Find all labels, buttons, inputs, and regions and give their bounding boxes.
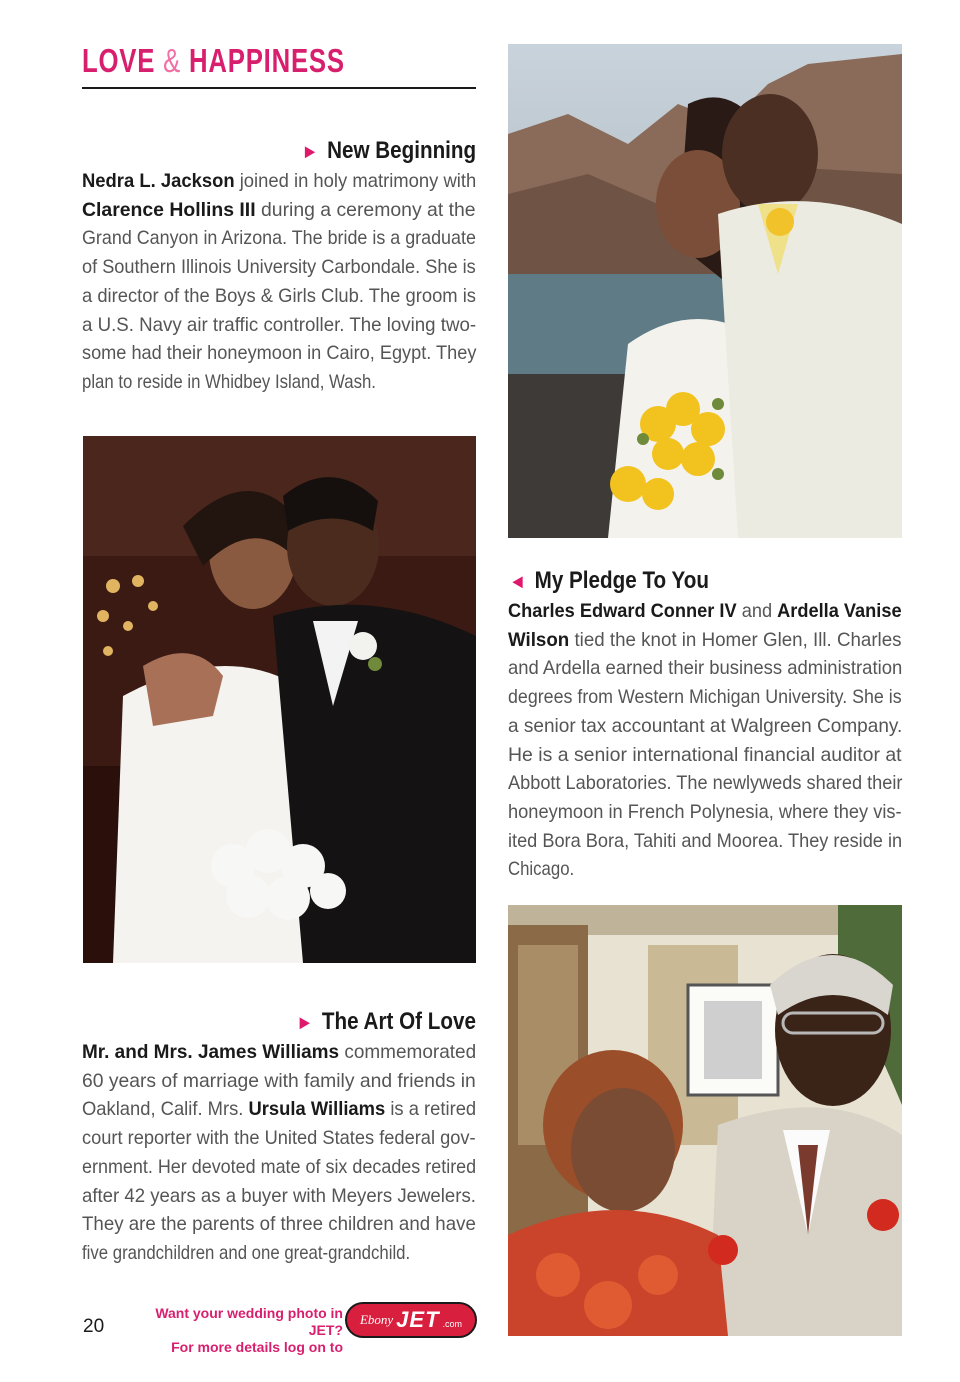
bold-name: Ardella Vanise	[777, 600, 902, 622]
text-run: Abbott Laboratories. The newlyweds shared their	[508, 772, 903, 795]
bold-name: Nedra L. Jackson	[82, 170, 235, 192]
title-rule	[82, 87, 476, 89]
text-run: court reporter with the United States federal gov-	[82, 1127, 476, 1150]
text-run: some had their honeymoon in Cairo, Egypt. They	[82, 342, 477, 365]
bold-name: Ursula Williams	[248, 1098, 386, 1121]
story-line	[82, 282, 476, 311]
story-line	[82, 1153, 477, 1182]
section-title	[82, 42, 345, 80]
story-my-pledge-text	[508, 597, 902, 884]
left-arrow-icon: ◄	[509, 571, 527, 593]
headline-new-beginning	[301, 137, 476, 165]
story-line	[508, 683, 902, 712]
wedding-photo-grand-canyon	[508, 44, 902, 538]
logo-jet-text: JET	[396, 1307, 440, 1332]
text-run: tied the knot in Homer Glen, Ill. Charles	[569, 628, 902, 651]
promo-line-2: For more details log on to	[171, 1339, 343, 1355]
bold-name: Charles Edward Conner IV	[508, 600, 737, 622]
story-line	[508, 626, 902, 655]
story-line	[82, 196, 474, 225]
story-line	[508, 741, 901, 770]
headline-the-art-of-love	[296, 1008, 476, 1036]
text-run: during a ceremony at the	[255, 198, 476, 221]
right-arrow-icon: ►	[296, 1012, 314, 1034]
story-line	[82, 1095, 477, 1124]
story-line	[82, 1239, 421, 1268]
anniversary-photo-williams	[508, 905, 902, 1336]
story-line	[82, 253, 476, 282]
text-run: is a retired	[385, 1098, 477, 1121]
text-run: Grand Canyon in Arizona. The bride is a graduate	[82, 227, 476, 250]
story-line	[508, 712, 903, 741]
text-run: a senior tax accountant at Walgreen Company.	[508, 714, 903, 737]
story-new-beginning-text	[82, 167, 476, 397]
section-word-love: LOVE	[82, 42, 156, 79]
story-line	[82, 311, 477, 340]
story-line	[508, 798, 902, 827]
story-line	[82, 224, 476, 253]
text-run: commemorated	[339, 1041, 477, 1063]
story-line	[82, 1067, 476, 1096]
headline-text: My Pledge To You	[534, 567, 709, 594]
text-run: a U.S. Navy air traffic controller. The loving two-	[82, 313, 477, 336]
promo-line-1: Want your wedding photo in JET?	[155, 1305, 343, 1338]
story-line	[82, 368, 421, 397]
text-run: and Ardella earned their business administration	[508, 657, 903, 680]
text-run: Chicago.	[508, 858, 575, 881]
text-run: a director of the Boys & Girls Club. The groom is	[82, 284, 476, 307]
bold-name: Clarence Hollins III	[82, 198, 256, 221]
text-run: They are the parents of three children and have	[82, 1213, 476, 1236]
text-run: of Southern Illinois University Carbondale. She is	[82, 256, 476, 279]
story-line	[82, 1038, 477, 1067]
story-line	[508, 827, 903, 856]
text-run: Oakland, Calif. Mrs.	[82, 1098, 249, 1121]
bold-name: Mr. and Mrs. James Williams	[82, 1041, 340, 1063]
bold-name: Wilson	[508, 628, 570, 651]
ebony-jet-logo[interactable]	[345, 1302, 477, 1338]
headline-text: The Art Of Love	[321, 1008, 476, 1035]
story-line	[508, 855, 847, 884]
right-arrow-icon: ►	[301, 141, 319, 163]
text-run: ernment. Her devoted mate of six decades retired	[82, 1155, 477, 1178]
logo-ebony-text: Ebony	[359, 1312, 394, 1327]
wedding-photo-promo	[118, 1305, 343, 1356]
text-run: He is a senior international financial auditor at	[508, 743, 902, 766]
section-word-happiness: HAPPINESS	[189, 42, 345, 79]
story-art-of-love-text	[82, 1038, 476, 1268]
headline-text: New Beginning	[326, 137, 476, 164]
text-run: five grandchildren and one great-grandchild.	[82, 1241, 411, 1264]
text-run: degrees from Western Michigan University. She is	[508, 686, 902, 709]
logo-com-text: .com	[442, 1319, 463, 1329]
text-run: 60 years of marriage with family and friends in	[82, 1069, 476, 1092]
story-line	[508, 654, 903, 683]
section-ampersand: &	[163, 42, 182, 79]
text-run: honeymoon in French Polynesia, where they vis-	[508, 800, 902, 823]
story-line	[82, 1210, 476, 1239]
text-run: after 42 years as a buyer with Meyers Jewelers.	[82, 1184, 476, 1207]
story-line	[508, 597, 902, 626]
story-line	[82, 1124, 476, 1153]
story-line	[82, 339, 477, 368]
story-line	[82, 1182, 476, 1211]
text-run: ited Bora Bora, Tahiti and Moorea. They reside in	[508, 829, 903, 852]
text-run: plan to reside in Whidbey Island, Wash.	[82, 370, 376, 393]
wedding-photo-white-roses	[83, 436, 476, 963]
text-run: joined in holy matrimony with	[234, 170, 477, 192]
text-run: and	[736, 600, 778, 622]
page-number: 20	[83, 1316, 105, 1337]
story-line	[508, 769, 903, 798]
story-line	[82, 167, 477, 196]
headline-my-pledge-to-you	[509, 567, 709, 595]
